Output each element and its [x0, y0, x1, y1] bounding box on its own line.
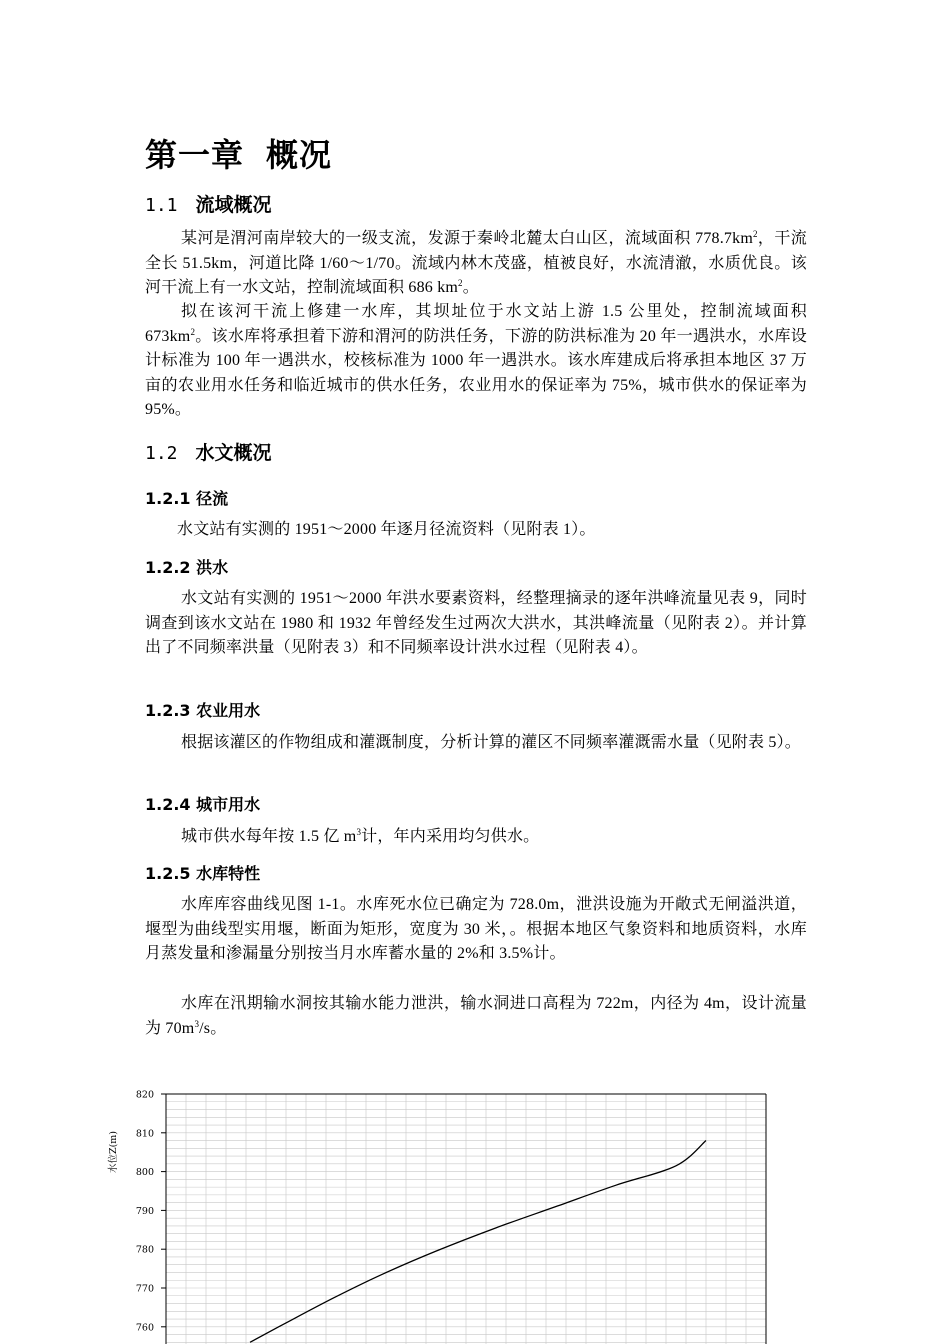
superscript: 3 [356, 827, 362, 837]
paragraph-flood: 水文站有实测的 1951～2000 年洪水要素资料，经整理摘录的逐年洪峰流量见表 9，同时调查到该水文站在 1980 和 1932 年曾经发生过两次大洪水，其洪峰流量（见附表 2）。并计算出了不同频率洪量（见附表 3）和不同频率设计洪水过程（见附表 4）。 [145, 590, 807, 656]
text-run: 城市供水每年按 1.5 亿 m [181, 828, 357, 845]
y-tick-label: 790 [135, 1205, 154, 1217]
text-run: ，干流全长 51.5km，河道比降 1/60～1/70。流域内林木茂盛，植被良好，水流清澈，水质优良。该河干流上有一水文站，控制流域面积 686 km [145, 230, 807, 296]
superscript: 2 [752, 229, 758, 239]
chapter-title [145, 130, 332, 176]
y-tick-label: 770 [135, 1283, 154, 1295]
text-run: 拟在该河干流上修建一水库，其坝址位于水文站上游 1.5 公里处，控制流域面积 673km [145, 303, 807, 345]
subsection-agriculture: 1.2.3 农业用水 [145, 701, 261, 720]
capacity-curve-chart [100, 1080, 800, 1344]
text-run: 计，年内采用均匀供水。 [361, 828, 540, 845]
y-tick-label: 780 [135, 1244, 154, 1256]
superscript: 3 [194, 1018, 200, 1029]
chapter-prefix: 第一章 [145, 136, 245, 174]
paragraph-outlet [145, 992, 807, 1041]
subsection-flood: 1.2.2 洪水 [145, 558, 229, 577]
superscript: 2 [190, 326, 196, 337]
text-run: 。 [462, 279, 479, 296]
section-title: 水文概况 [195, 442, 272, 464]
paragraph-runoff: 水文站有实测的 1951～2000 年逐月径流资料（见附表 1）。 [177, 521, 596, 538]
paragraph-agriculture: 根据该灌区的作物组成和灌溉制度，分析计算的灌区不同频率灌溉需水量（见附表 5）。 [181, 734, 802, 751]
chapter-name: 概况 [266, 136, 333, 174]
section-number: 1.1 [145, 195, 178, 216]
text-run: 水库在汛期输水洞按其输水能力泄洪，输水洞进口高程为 722m，内径为 4m，设计流量为 70m [145, 995, 807, 1037]
y-tick-label: 760 [135, 1322, 154, 1334]
paragraph-reservoir-char: 水库库容曲线见图 1-1。水库死水位已确定为 728.0m，泄洪设施为开敞式无闸溢洪道，堰型为曲线型实用堰，断面为矩形，宽度为 30 米，。根据本地区气象资料和地质资料，水库月蒸发量和渗漏量分别按当月水库蓄水量的 2%和 3.5%计。 [145, 896, 807, 962]
section-heading-1-1 [145, 190, 272, 217]
y-tick-label: 820 [135, 1089, 154, 1101]
paragraph-reservoir [145, 300, 807, 423]
subsection-runoff: 1.2.1 径流 [145, 489, 229, 508]
section-title: 流域概况 [195, 194, 272, 216]
text-run: 。该水库将承担着下游和渭河的防洪任务，下游的防洪标准为 20 年一遇洪水，水库设计标准为 100 年一遇洪水，校核标准为 1000 年一遇洪水。该水库建成后将承担本地区 37 万亩的农业用水任务和临近城市的供水任务，农业用水的保证率为 75%，城市供水的保证率为 95%。 [145, 327, 807, 418]
text-run: 某河是渭河南岸较大的一级支流，发源于秦岭北麓太白山区，流域面积 778.7km [181, 230, 753, 247]
paragraph-urban-water [145, 825, 807, 850]
section-heading-1-2 [145, 438, 272, 465]
superscript: 2 [458, 278, 463, 288]
subsection-urban-water: 1.2.4 城市用水 [145, 795, 261, 814]
y-axis-label: 水位Z(m) [108, 1130, 119, 1174]
y-tick-label: 800 [135, 1167, 154, 1179]
text-run: /s。 [199, 1019, 227, 1037]
paragraph-basin [145, 227, 807, 301]
y-tick-label: 810 [135, 1128, 154, 1140]
section-number: 1.2 [145, 443, 178, 464]
subsection-reservoir-char: 1.2.5 水库特性 [145, 864, 261, 883]
